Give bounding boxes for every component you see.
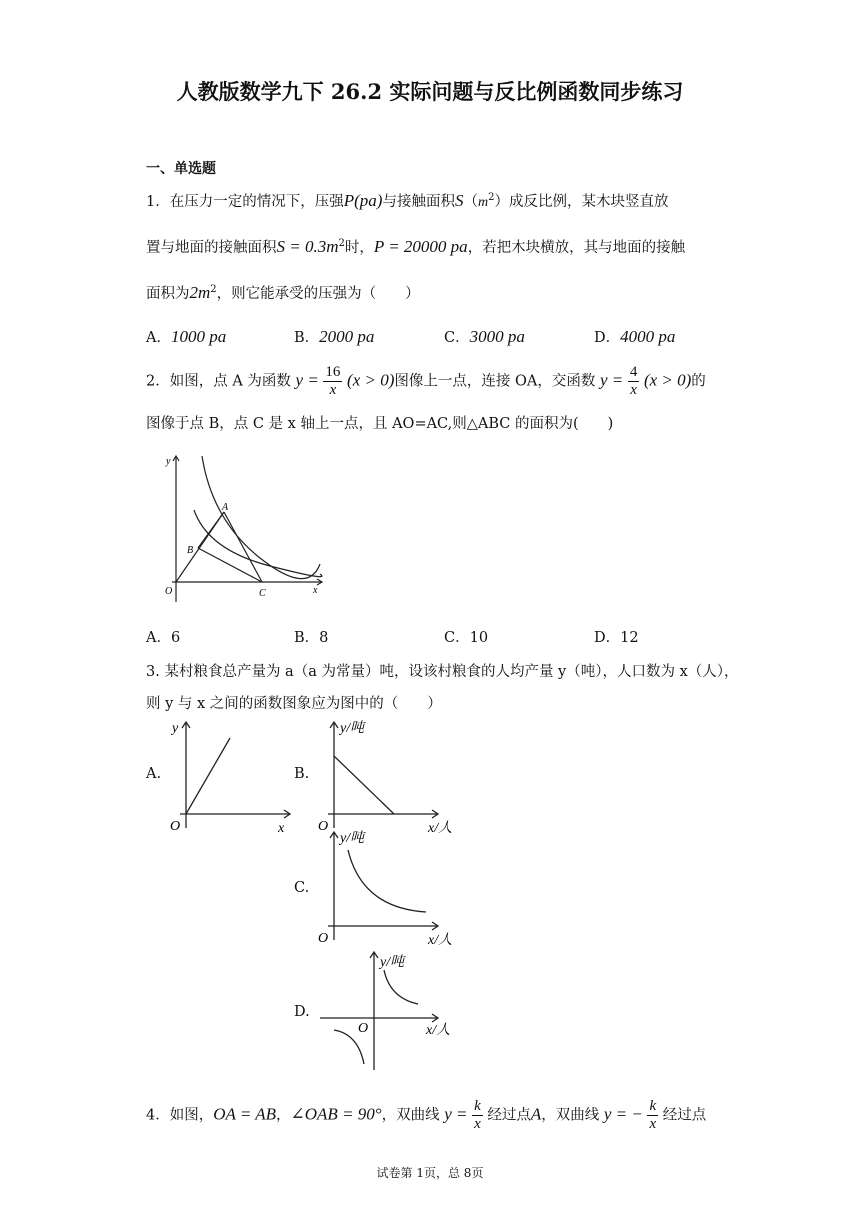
q1-option-b: B．2000 pa	[294, 327, 375, 346]
q3-graph-d	[314, 946, 460, 1074]
q2-option-d: D．12	[594, 630, 639, 646]
q3-label-b: B.	[294, 766, 310, 782]
curve-4-over-x	[194, 510, 322, 577]
svg-text:O: O	[318, 819, 329, 834]
fraction-16-over-x: $\frac{16}{x}$	[325, 364, 341, 398]
svg-text:O: O	[358, 1021, 369, 1036]
q1-option-a: A．1000 pa	[146, 327, 227, 346]
fig-label-a: A	[222, 502, 229, 513]
fraction-4-over-x: $\frac{4}{x}$	[629, 364, 638, 398]
q2-line1: 2．如图，点 A 为函数 y = $\frac{16}{x}$ (x > 0)图像上一点，连接 OA，交函数 y = $\frac{4}{x}$ (x > 0)的	[146, 364, 706, 398]
svg-text:y/吨: y/吨	[380, 955, 405, 970]
svg-text:y: y	[172, 721, 179, 736]
q1-line2: 置与地面的接触面积$S = 0.3m^2$时，P = 20000 pa，若把木块横放，其与地面的接触	[146, 237, 686, 256]
svg-text:x/人: x/人	[428, 821, 453, 836]
q3-label-d: D.	[294, 1004, 310, 1020]
page-title: 人教版数学九下 26.2 实际问题与反比例函数同步练习	[176, 79, 684, 104]
line-through-origin	[186, 738, 230, 814]
fig-label-b: B	[187, 545, 194, 556]
q4-line1: 4．如图，OA = AB，∠OAB = 90°，双曲线 y = $\frac{k}{x}$ 经过点A，双曲线 y = − $\frac{k}{x}$ 经过点	[146, 1098, 707, 1132]
q1-option-c: C．3000 pa	[444, 327, 525, 346]
fig-label-c: C	[259, 588, 266, 599]
q2-figure	[150, 450, 330, 610]
q1-line1: 1．在压力一定的情况下，压强P(pa)与接触面积$S(m^2)$成反比例，某木块竖直放	[146, 191, 669, 210]
q3-graph-c	[314, 826, 460, 950]
svg-text:O: O	[170, 819, 181, 834]
hyperbola-branch	[348, 850, 426, 912]
svg-text:O: O	[318, 931, 329, 946]
svg-text:x/人: x/人	[426, 1023, 451, 1038]
section-heading: 一、单选题	[146, 161, 216, 177]
svg-text:y/吨: y/吨	[340, 721, 365, 736]
hyperbola-branch-q1	[384, 970, 418, 1004]
fig-label-y: y	[166, 456, 171, 467]
fig-label-x: x	[313, 585, 318, 596]
fig-label-o: O	[165, 586, 173, 597]
q3-line2: 则 y 与 x 之间的函数图象应为图中的（ ）	[146, 696, 442, 712]
segment-ab	[198, 512, 224, 548]
svg-text:x/人: x/人	[428, 933, 453, 948]
decreasing-line	[334, 756, 394, 814]
q2-option-b: B．8	[294, 630, 329, 646]
q2-option-a: A．6	[146, 630, 181, 646]
q2-option-c: C．10	[444, 630, 489, 646]
fraction-neg-k-over-x: $\frac{k}{x}$	[649, 1098, 657, 1132]
q3-label-a: A.	[146, 766, 162, 782]
fraction-k-over-x: $\frac{k}{x}$	[474, 1098, 481, 1132]
q2-line2: 图像于点 B，点 C 是 x 轴上一点，且 AO=AC,则△ABC 的面积为( )	[146, 416, 614, 432]
q3-label-c: C.	[294, 880, 310, 896]
q3-graph-b	[314, 716, 460, 838]
q1-option-d: D．4000 pa	[594, 327, 676, 346]
q1-line3: 面积为$2m^2$，则它能承受的压强为（ ）	[146, 283, 420, 302]
svg-text:x: x	[278, 821, 285, 836]
q3-graph-a	[166, 716, 296, 836]
svg-text:y/吨: y/吨	[340, 831, 365, 846]
q3-line1: 3. 某村粮食总产量为 a（a 为常量）吨，设该村粮食的人均产量 y（吨），人口数为 x（人），	[146, 664, 739, 680]
page-footer: 试卷第 1页，总 8页	[376, 1166, 484, 1180]
